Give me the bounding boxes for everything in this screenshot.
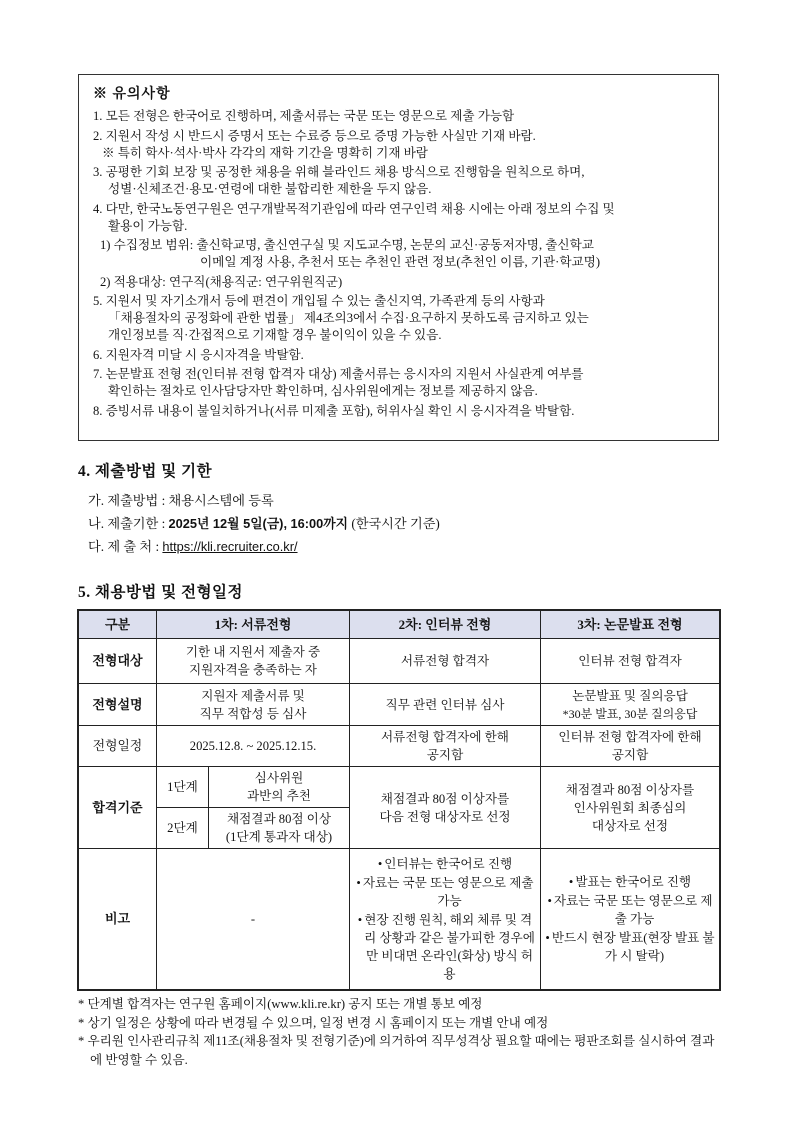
url-prefix: 다. 제 출 처 : — [88, 539, 163, 554]
deadline-prefix: 나. 제출기한 : — [88, 516, 169, 531]
header-round1: 1차: 서류전형 — [157, 611, 350, 639]
section4-items — [78, 489, 719, 558]
footnote-2: * 상기 일정은 상황에 따라 변경될 수 있으며, 일정 변경 시 홈페이지 또는 개별 안내 예정 — [78, 1015, 549, 1030]
desc-round2-cell: 직무 관련 인터뷰 심사 — [350, 684, 541, 726]
notice-item-4-2: 2) 적용대상: 연구직(채용직군: 연구위원직군) — [100, 274, 343, 289]
header-round2: 2차: 인터뷰 전형 — [350, 611, 541, 639]
row-remarks — [79, 849, 720, 990]
criteria-stage1-label: 1단계 — [157, 767, 209, 808]
notice-item-5: 5. 지원서 및 자기소개서 등에 편견이 개입될 수 있는 출신지역, 가족관계 등의 사항과 「채용절차의 공정화에 관한 법률」 제4조의3에서 수집·요구하지 못하도록 금지하고 있는 개인정보를 직·간접적으로 기재할 경우 불이익이 있을 수 있음. — [93, 294, 589, 342]
row-label-target: 전형대상 — [79, 639, 157, 684]
row-label-remarks: 비고 — [79, 849, 157, 990]
row-target — [79, 639, 720, 684]
header-category: 구분 — [79, 611, 157, 639]
remarks-round3-cell: • 발표는 한국어로 진행 • 자료는 국문 또는 영문으로 제출 가능 • 반드시 현장 발표(현장 발표 불가 시 탈락) — [541, 849, 720, 990]
criteria-round2-cell: 채점결과 80점 이상자를 다음 전형 대상자로 선정 — [350, 767, 541, 849]
section5-heading: 5. 채용방법 및 전형일정 — [78, 584, 244, 601]
submission-deadline-line — [88, 512, 719, 535]
desc-round3-cell: 논문발표 및 질의응답 *30분 발표, 30분 질의응답 — [541, 684, 720, 726]
footnotes — [78, 995, 719, 1069]
row-label-criteria: 합격기준 — [79, 767, 157, 849]
notice-title: ※ 유의사항 — [93, 87, 171, 102]
target-round1-cell: 기한 내 지원서 제출자 중 지원자격을 충족하는 자 — [157, 639, 350, 684]
table-header-row — [79, 611, 720, 639]
schedule-round2-cell: 서류전형 합격자에 한해 공지함 — [350, 726, 541, 767]
selection-schedule-table — [78, 610, 720, 990]
notice-item-4: 4. 다만, 한국노동연구원은 연구개발목적기관임에 따라 연구인력 채용 시에는 아래 정보의 수집 및 활용이 가능함. — [93, 201, 615, 233]
desc-round1-cell: 지원자 제출서류 및 직무 적합성 등 심사 — [157, 684, 350, 726]
footnote-3: * 우리원 인사관리규칙 제11조(채용절차 및 전형기준)에 의거하여 직무성격상 필요할 때에는 평판조회를 실시하여 결과에 반영할 수 있음. — [78, 1034, 715, 1067]
submission-url-line — [88, 535, 719, 558]
schedule-round1-cell: 2025.12.8. ~ 2025.12.15. — [157, 726, 350, 767]
criteria-round3-cell: 채점결과 80점 이상자를 인사위원회 최종심의 대상자로 선정 — [541, 767, 720, 849]
notice-box — [78, 74, 719, 441]
row-label-description: 전형설명 — [79, 684, 157, 726]
notice-item-7: 7. 논문발표 전형 전(인터뷰 전형 합격자 대상) 제출서류는 응시자의 지원서 사실관계 여부를 확인하는 절차로 인사담당자만 확인하며, 심사위원에게는 정보를 제공하지 않음. — [93, 367, 584, 398]
criteria-stage2-value: 채점결과 80점 이상 (1단계 통과자 대상) — [209, 808, 350, 849]
row-description — [79, 684, 720, 726]
target-round3-cell: 인터뷰 전형 합격자 — [541, 639, 720, 684]
recruiter-url-link[interactable]: https://kli.recruiter.co.kr/ — [162, 539, 298, 554]
row-label-schedule: 전형일정 — [79, 726, 157, 767]
notice-item-8: 8. 증빙서류 내용이 불일치하거나(서류 미제출 포함), 허위사실 확인 시 응시자격을 박탈함. — [93, 403, 575, 418]
header-round3: 3차: 논문발표 전형 — [541, 611, 720, 639]
row-criteria-stage1 — [79, 767, 720, 808]
notice-item-2: 2. 지원서 작성 시 반드시 증명서 또는 수료증 등으로 증명 가능한 사실만 기재 바람. ※ 특히 학사·석사·박사 각각의 재학 기간을 명확히 기재 바람 — [93, 128, 536, 160]
notice-item-3: 3. 공평한 기회 보장 및 공정한 채용을 위해 블라인드 채용 방식으로 진행함을 원칙으로 하며, 성별·신체조건·용모·연령에 대한 불합리한 제한을 두지 않음. — [93, 165, 585, 196]
criteria-stage1-value: 심사위원 과반의 추천 — [209, 767, 350, 808]
criteria-stage2-label: 2단계 — [157, 808, 209, 849]
submission-method-line: 가. 제출방법 : 채용시스템에 등록 — [88, 493, 274, 508]
section4-heading: 4. 제출방법 및 기한 — [78, 463, 213, 480]
notice-item-4-1: 1) 수집정보 범위: 출신학교명, 출신연구실 및 지도교수명, 논문의 교신·공동저자명, 출신학교 이메일 계정 사용, 추천서 또는 추천인 관련 정보(추천인 이름, 기관·학교명) — [100, 238, 601, 269]
deadline-date: 2025년 12월 5일(금), 16:00까지 — [168, 516, 349, 531]
target-round2-cell: 서류전형 합격자 — [350, 639, 541, 684]
remarks-round2-cell: • 인터뷰는 한국어로 진행 • 자료는 국문 또는 영문으로 제출 가능 • 현장 진행 원칙, 해외 체류 및 격리 상황과 같은 불가피한 경우에만 비대면 온라인(화상) 방식 허용 — [350, 849, 541, 990]
document-content — [78, 74, 719, 1069]
deadline-suffix: (한국시간 기준) — [348, 516, 440, 531]
remarks-round1-cell: - — [157, 849, 350, 990]
schedule-round3-cell: 인터뷰 전형 합격자에 한해 공지함 — [541, 726, 720, 767]
notice-item-6: 6. 지원자격 미달 시 응시자격을 박탈함. — [93, 347, 304, 362]
footnote-1: * 단계별 합격자는 연구원 홈페이지(www.kli.re.kr) 공지 또는 개별 통보 예정 — [78, 997, 483, 1011]
row-schedule — [79, 726, 720, 767]
notice-item-1: 1. 모든 전형은 한국어로 진행하며, 제출서류는 국문 또는 영문으로 제출 가능함 — [93, 109, 515, 123]
